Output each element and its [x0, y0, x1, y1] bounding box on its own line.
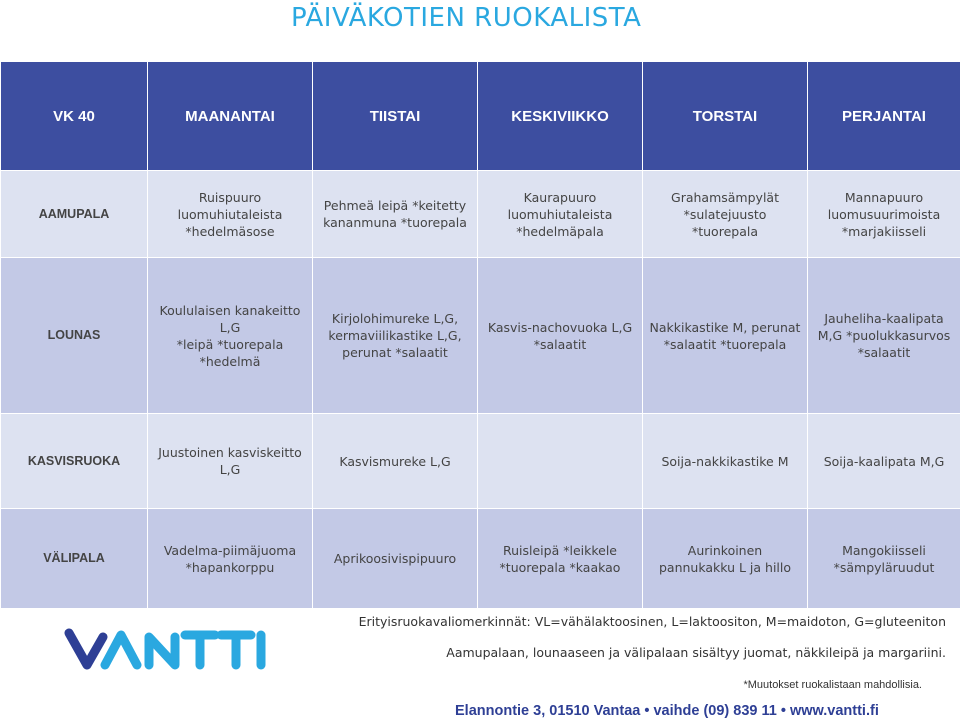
day-monday: MAANANTAI: [148, 62, 313, 171]
menu-cell-line: Kaurapuuro: [523, 189, 597, 205]
menu-cell-line: Aurinkoinen: [687, 542, 763, 558]
menu-cell-line: Grahamsämpylät: [671, 189, 779, 205]
menu-cell: [478, 509, 643, 609]
menu-cell: [643, 258, 808, 414]
diet-notes: Erityisruokavaliomerkinnät: VL=vähälaktoosinen, L=laktoositon, M=maidoton, G=gluteeniton: [358, 614, 946, 629]
menu-cell: [478, 414, 643, 509]
menu-cell-line: luomuhiutaleista: [177, 206, 283, 222]
menu-cell: [808, 171, 960, 258]
menu-cell-line: *tuorepala: [691, 223, 758, 239]
menu-cell: [808, 414, 960, 509]
meal-label: KASVISRUOKA: [1, 414, 148, 509]
menu-cell-line: M,G *puolukkasurvos: [817, 328, 951, 343]
menu-cell-line: *salaatit: [857, 345, 911, 360]
menu-cell-line: Soija-kaalipata M,G: [823, 453, 945, 469]
menu-cell-line: *hedelmäsose: [185, 223, 275, 239]
menu-cell-line: luomusuurimoista: [827, 206, 941, 222]
menu-cell-line: luomuhiutaleista: [507, 206, 613, 222]
menu-cell: [808, 258, 960, 414]
menu-cell-line: pannukakku L ja hillo: [658, 559, 792, 575]
menu-cell: [643, 171, 808, 258]
menu-cell-line: *sämpyläruudut: [833, 559, 935, 575]
menu-table: [0, 61, 960, 609]
menu-cell-line: *hapankorppu: [185, 559, 275, 575]
meal-row-aamupala: [1, 171, 960, 258]
menu-cell: [148, 171, 313, 258]
menu-cell-line: Jauheliha-kaalipata: [824, 311, 944, 326]
meal-label: LOUNAS: [1, 258, 148, 414]
menu-cell-line: *hedelmä: [199, 353, 261, 369]
menu-cell-line: Ruisleipä *leikkele: [502, 542, 617, 558]
menu-cell-line: Soija-nakkikastike M: [661, 453, 789, 469]
menu-cell-line: L,G: [219, 462, 241, 477]
menu-cell: [148, 258, 313, 414]
included-notes: Aamupalaan, lounaaseen ja välipalaan sisältyy juomat, näkkileipä ja margariini.: [446, 645, 946, 660]
menu-cell-line: *tuorepala *kaakao: [499, 559, 621, 575]
menu-cell-line: Kirjolohimureke L,G,: [331, 311, 459, 326]
menu-cell: [808, 509, 960, 609]
menu-cell: [643, 414, 808, 509]
changes-note: *Muutokset ruokalistaan mahdollisia.: [743, 679, 922, 691]
menu-cell-line: kananmuna *tuorepala: [323, 215, 467, 230]
page-title: PÄIVÄKOTIEN RUOKALISTA: [291, 3, 642, 33]
menu-cell-line: Nakkikastike M, perunat: [649, 319, 801, 335]
menu-cell-line: Ruispuuro: [198, 189, 262, 205]
menu-cell-line: Vadelma-piimäjuoma: [163, 542, 297, 558]
meal-row-kasvisruoka: [1, 414, 960, 509]
menu-cell-line: Pehmeä leipä *keitetty: [323, 198, 467, 213]
menu-cell-line: Mangokiisseli: [842, 542, 926, 558]
menu-cell-line: *leipä *tuorepala: [176, 336, 284, 352]
menu-cell: [148, 509, 313, 609]
menu-cell-line: *hedelmäpala: [516, 223, 604, 239]
menu-cell: [313, 171, 478, 258]
meal-row-valipala: [1, 509, 960, 609]
meal-label: AAMUPALA: [1, 171, 148, 258]
meal-label: VÄLIPALA: [1, 509, 148, 609]
menu-cell-line: Kasvis-nachovuoka L,G: [487, 319, 633, 335]
meal-row-lounas: [1, 258, 960, 414]
menu-cell: [148, 414, 313, 509]
menu-cell-line: Koululaisen kanakeitto L,G: [159, 302, 301, 335]
menu-cell: [643, 509, 808, 609]
footer-contact: Elannontie 3, 01510 Vantaa • vaihde (09) 839 11 • www.vantti.fi: [455, 703, 879, 719]
menu-cell-line: *salaatit *tuorepala: [663, 336, 787, 352]
menu-cell-line: Mannapuuro: [844, 189, 924, 205]
vantti-logo: [63, 625, 269, 673]
menu-cell-line: perunat *salaatit: [342, 345, 448, 360]
day-tuesday: TIISTAI: [313, 62, 478, 171]
day-wednesday: KESKIVIIKKO: [478, 62, 643, 171]
menu-cell-line: *salaatit: [533, 336, 587, 352]
day-friday: PERJANTAI: [808, 62, 960, 171]
menu-cell: [313, 509, 478, 609]
menu-cell: [478, 171, 643, 258]
day-thursday: TORSTAI: [643, 62, 808, 171]
header-row: [1, 62, 960, 171]
menu-cell-line: kermaviilikastike L,G,: [328, 328, 462, 343]
menu-cell: [313, 258, 478, 414]
menu-cell-line: Juustoinen kasviskeitto: [158, 445, 302, 460]
menu-cell-line: Kasvismureke L,G: [339, 453, 451, 469]
menu-cell-line: *sulatejuusto: [683, 206, 767, 222]
week-label: VK 40: [1, 62, 148, 171]
menu-cell: [478, 258, 643, 414]
menu-cell-line: Aprikoosivispipuuro: [333, 551, 457, 566]
menu-cell: [313, 414, 478, 509]
menu-cell-line: *marjakiisseli: [841, 223, 927, 239]
